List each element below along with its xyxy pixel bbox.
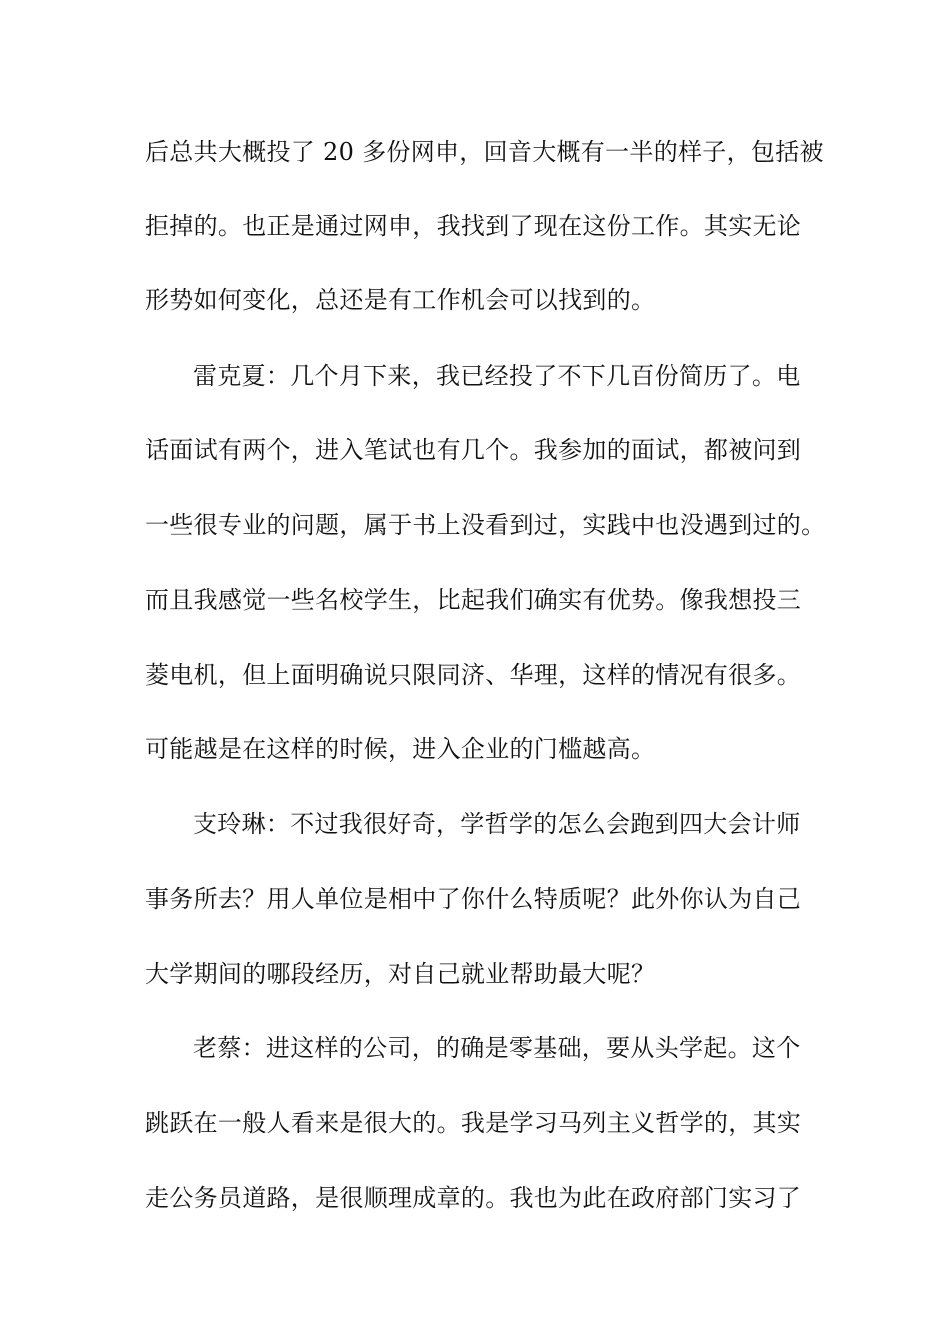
text-line: 形势如何变化，总还是有工作机会可以找到的。 bbox=[145, 286, 656, 314]
text-line: 而且我感觉一些名校学生，比起我们确实有优势。像我想投三 bbox=[145, 586, 802, 614]
text-line: 跳跃在一般人看来是很大的。我是学习马列主义哲学的，其实 bbox=[145, 1109, 802, 1137]
text-line: 支玲琳：不过我很好奇，学哲学的怎么会跑到四大会计师 bbox=[193, 810, 801, 838]
text-line: 菱电机，但上面明确说只限同济、华理，这样的情况有很多。 bbox=[145, 661, 802, 689]
text-line: 雷克夏：几个月下来，我已经投了不下几百份简历了。电 bbox=[193, 362, 801, 390]
text-line: 事务所去？用人单位是相中了你什么特质呢？此外你认为自己 bbox=[145, 885, 802, 913]
text-line: 话面试有两个，进入笔试也有几个。我参加的面试，都被问到 bbox=[145, 436, 802, 464]
text-line: 拒掉的。也正是通过网申，我找到了现在这份工作。其实无论 bbox=[145, 212, 802, 240]
text-line: 走公务员道路，是很顺理成章的。我也为此在政府部门实习了 bbox=[145, 1184, 802, 1212]
text-line: 大学期间的哪段经历，对自己就业帮助最大呢？ bbox=[145, 960, 656, 988]
text-line: 后总共大概投了 20 多份网申，回音大概有一半的样子，包括被 bbox=[145, 138, 824, 166]
text-line: 可能越是在这样的时候，进入企业的门槛越高。 bbox=[145, 735, 656, 763]
text-line: 一些很专业的问题，属于书上没看到过，实践中也没遇到过的。 bbox=[145, 511, 826, 539]
text-line: 老蔡：进这样的公司，的确是零基础，要从头学起。这个 bbox=[193, 1034, 801, 1062]
